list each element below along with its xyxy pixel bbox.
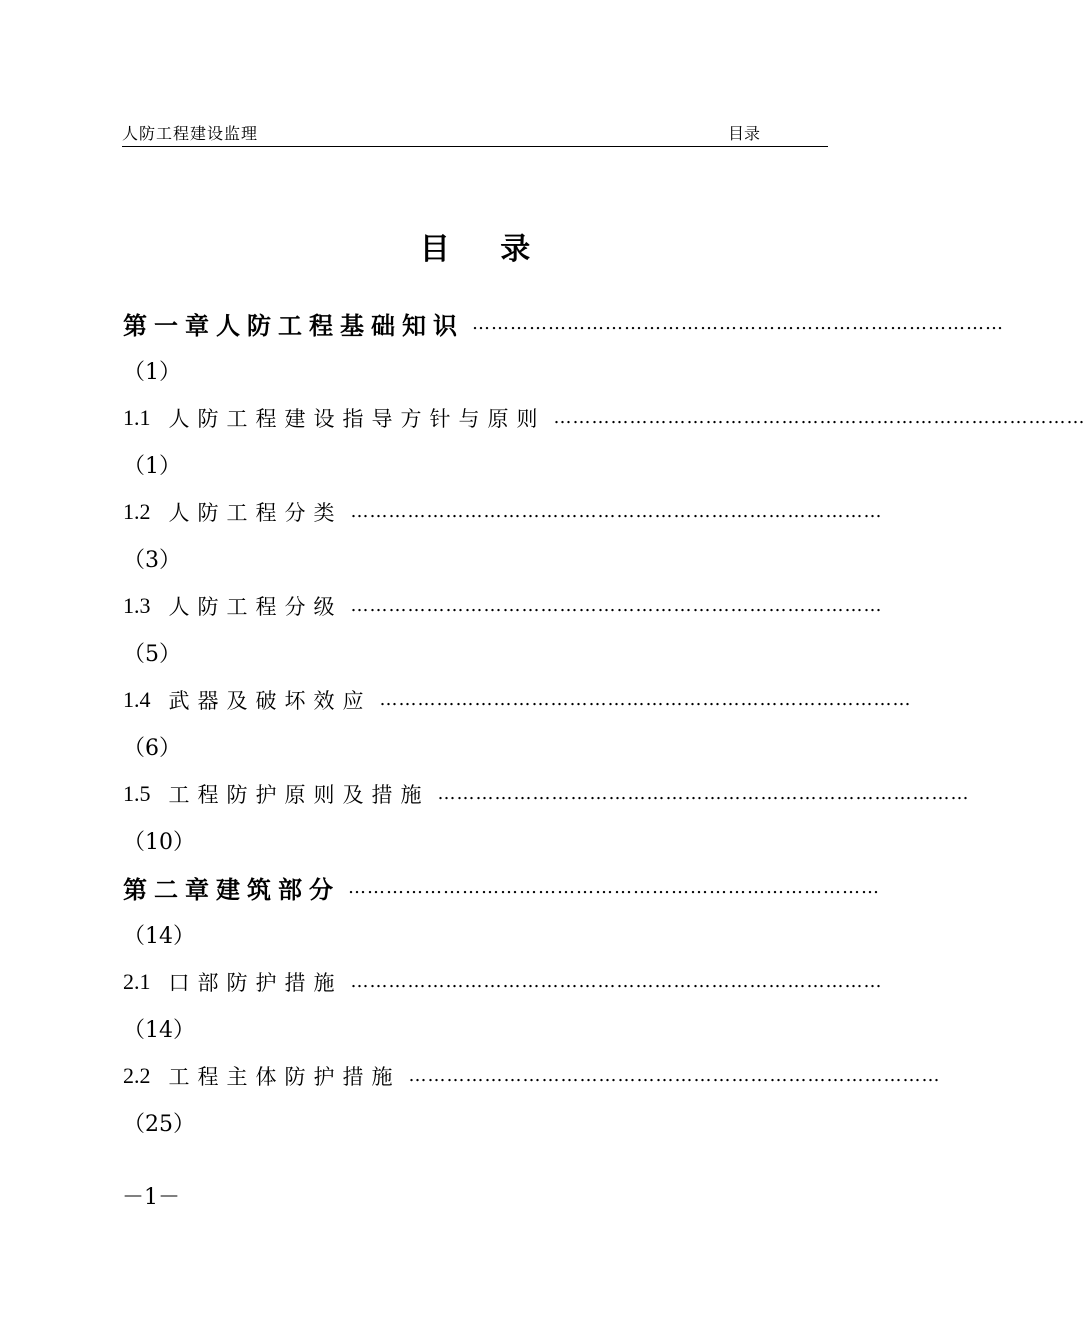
toc-entry-number: 1.1 bbox=[123, 404, 151, 430]
toc-entry-number: 2.2 bbox=[123, 1062, 151, 1088]
toc-entry-title: 人防工程建设指导方针与原则 bbox=[168, 406, 546, 431]
toc-entry-number: 1.4 bbox=[123, 686, 151, 712]
toc-entry-1-5[interactable] bbox=[123, 770, 970, 864]
page-number: －1－ bbox=[122, 1185, 180, 1210]
toc-entry-page: （10） bbox=[123, 830, 195, 855]
toc-entry-title: 人防工程分级 bbox=[168, 594, 343, 619]
toc-entry-number: 1.3 bbox=[123, 592, 151, 618]
toc-entry-number: 第一章 bbox=[123, 311, 216, 340]
toc-leader-dots: ………………………………………………………………………… bbox=[348, 877, 880, 898]
toc-entry-chapter-2[interactable] bbox=[123, 864, 880, 958]
toc-entry-title: 人防工程基础知识 bbox=[216, 311, 464, 340]
toc-entry-page: （25） bbox=[123, 1112, 195, 1137]
toc-entry-page: （5） bbox=[123, 642, 181, 667]
toc-leader-dots: ………………………………………………………………………… bbox=[350, 501, 883, 522]
toc-leader-dots: ………………………………………………………………………… bbox=[379, 689, 912, 710]
toc-entry-title: 建筑部分 bbox=[216, 875, 340, 904]
toc-entry-number: 2.1 bbox=[123, 968, 151, 994]
toc-entry-number: 第二章 bbox=[123, 875, 216, 904]
toc-entry-title: 口部防护措施 bbox=[168, 970, 343, 995]
toc-entry-page: （1） bbox=[123, 454, 181, 479]
table-of-contents bbox=[123, 300, 1086, 1146]
toc-entry-number: 1.5 bbox=[123, 780, 151, 806]
header-section-title: 目录 bbox=[728, 124, 761, 143]
toc-entry-page: （14） bbox=[123, 924, 195, 949]
page-header bbox=[122, 118, 828, 147]
toc-entry-1-4[interactable] bbox=[123, 676, 912, 770]
toc-entry-1-1[interactable] bbox=[123, 394, 1086, 488]
toc-entry-2-2[interactable] bbox=[123, 1052, 941, 1146]
toc-entry-number: 1.2 bbox=[123, 498, 151, 524]
toc-entry-page: （14） bbox=[123, 1018, 195, 1043]
toc-leader-dots: ………………………………………………………………………… bbox=[553, 407, 1086, 428]
toc-leader-dots: ………………………………………………………………………… bbox=[408, 1065, 941, 1086]
toc-entry-1-3[interactable] bbox=[123, 582, 883, 676]
toc-entry-title: 工程主体防护措施 bbox=[168, 1064, 401, 1089]
toc-entry-page: （6） bbox=[123, 736, 181, 761]
header-document-title: 人防工程建设监理 bbox=[122, 124, 259, 143]
toc-entry-chapter-1[interactable] bbox=[123, 300, 1004, 394]
toc-leader-dots: ………………………………………………………………………… bbox=[437, 783, 970, 804]
toc-leader-dots: ………………………………………………………………………… bbox=[350, 971, 883, 992]
toc-entry-1-2[interactable] bbox=[123, 488, 883, 582]
toc-entry-page: （3） bbox=[123, 548, 181, 573]
toc-leader-dots: ………………………………………………………………………… bbox=[472, 313, 1004, 334]
toc-entry-page: （1） bbox=[123, 360, 181, 385]
toc-entry-2-1[interactable] bbox=[123, 958, 883, 1052]
toc-entry-title: 工程防护原则及措施 bbox=[168, 782, 430, 807]
page-title: 目 录 bbox=[419, 232, 551, 267]
toc-leader-dots: ………………………………………………………………………… bbox=[350, 595, 883, 616]
toc-entry-title: 武器及破坏效应 bbox=[168, 688, 372, 713]
toc-entry-title: 人防工程分类 bbox=[168, 500, 343, 525]
